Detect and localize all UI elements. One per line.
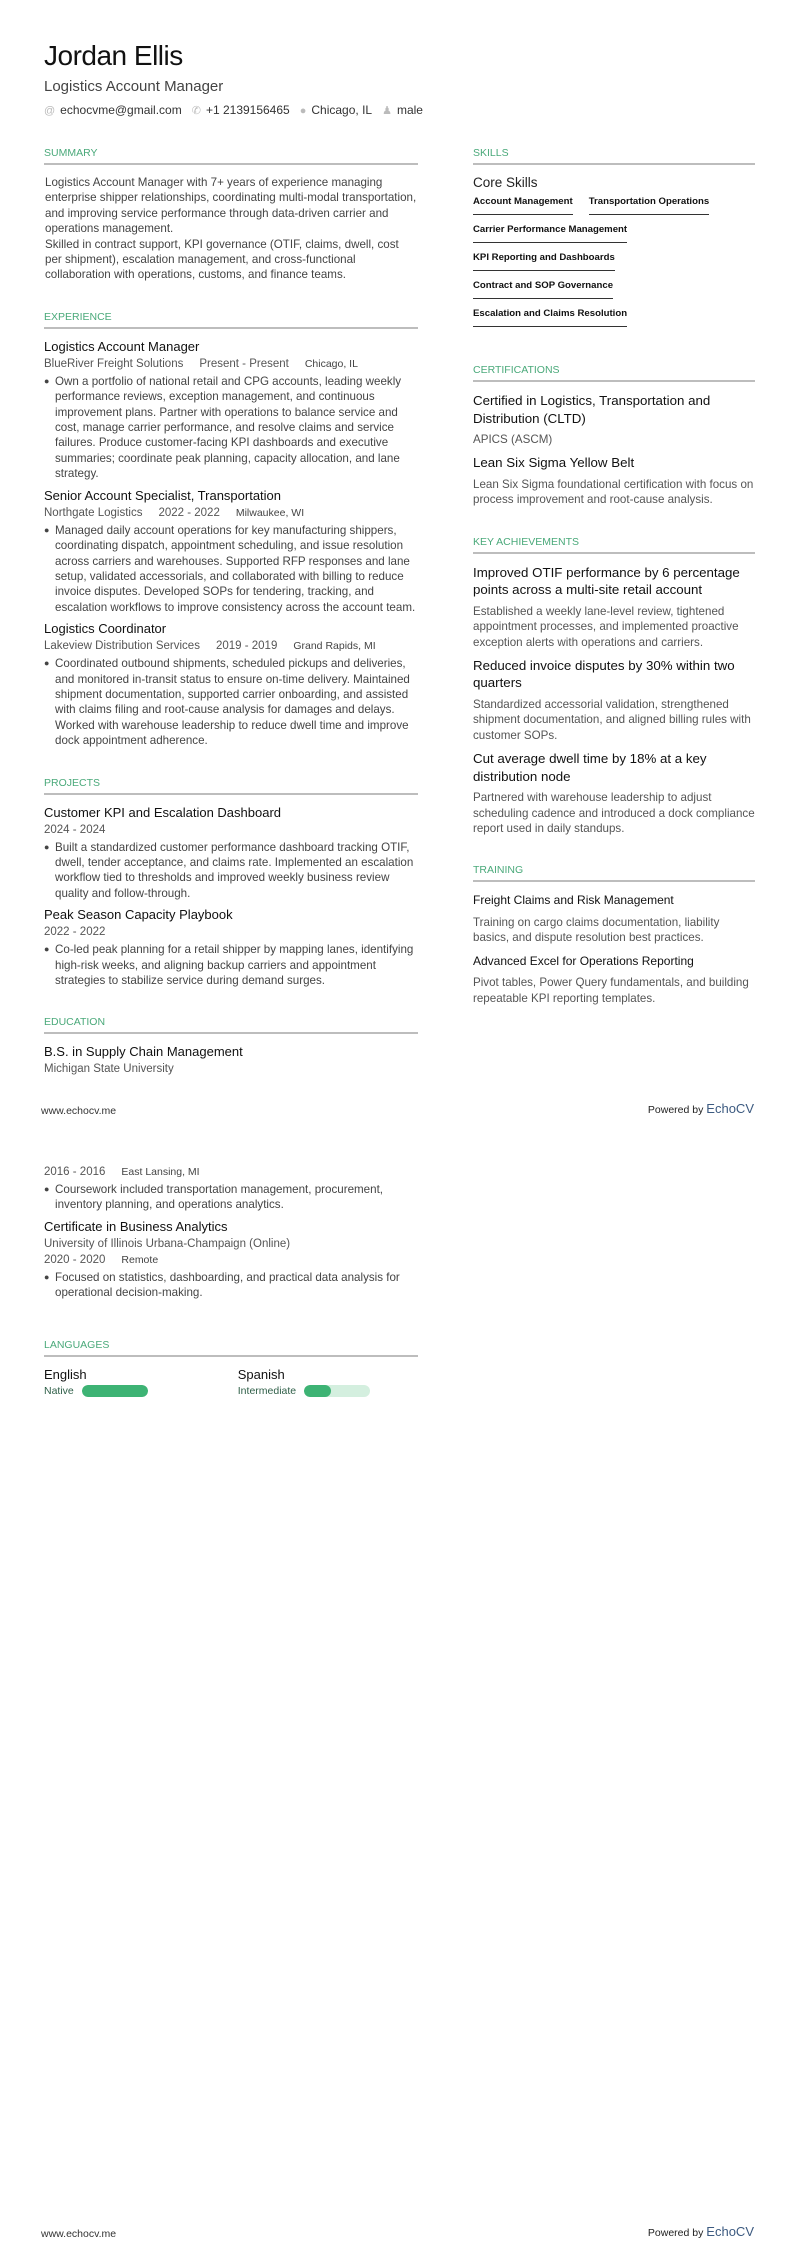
experience-item xyxy=(44,488,418,615)
contact-phone[interactable]: ✆ +1 2139156465 xyxy=(191,103,290,117)
brand-logo: EchoCV xyxy=(706,2224,754,2239)
contact-list xyxy=(44,103,423,117)
bullet-icon: ● xyxy=(44,944,50,955)
certification-item-description: APICS (ASCM) xyxy=(473,433,553,446)
right-column xyxy=(473,147,755,1034)
section-heading: TRAINING xyxy=(473,864,755,882)
job-dates: 2019 - 2019 xyxy=(215,640,278,653)
section-heading: SKILLS xyxy=(473,147,755,165)
bullet-text: Built a standardized customer performance dashboard tracking OTIF, dwell, tender acceptance, and claims rate. Implemented an escalation workflow tied to thresholds and improved weekly business review quality and follow-through. xyxy=(55,840,414,900)
school: Michigan State University xyxy=(44,1063,174,1076)
achievement-item-title: Cut average dwell time by 18% at a key distribution node xyxy=(473,751,707,784)
proficiency-fill xyxy=(82,1385,148,1397)
project-dates: 2024 - 2024 xyxy=(44,823,106,836)
education-continued xyxy=(44,1166,418,1301)
job-meta xyxy=(44,358,418,370)
training-item-description: Pivot tables, Power Query fundamentals, and building repeatable KPI reporting templates. xyxy=(473,976,749,1005)
job-title: Logistics Account Manager xyxy=(44,338,200,354)
degree: Certificate in Business Analytics xyxy=(44,1218,228,1234)
location-icon: ● xyxy=(299,105,307,117)
section-heading: PROJECTS xyxy=(44,777,418,795)
achievement-item xyxy=(473,750,755,836)
section-heading: CERTIFICATIONS xyxy=(473,364,755,382)
education-meta: 2016 - 2016 East Lansing, MI xyxy=(44,1166,200,1178)
section-heading: SUMMARY xyxy=(44,147,418,165)
achievement-item-description: Established a weekly lane-level review, tightened appointment processes, and implemented proactive exception alerts with operations and carriers. xyxy=(473,604,739,649)
certification-item-title: Lean Six Sigma Yellow Belt xyxy=(473,455,635,471)
achievements-section xyxy=(473,536,755,837)
level-label: Intermediate xyxy=(237,1384,297,1397)
languages-section xyxy=(44,1339,418,1397)
bullet-icon: ● xyxy=(44,375,50,386)
job-dates: Present - Present xyxy=(199,357,289,370)
job-bullet xyxy=(44,374,418,482)
bullet-icon: ● xyxy=(44,524,50,535)
job-location: Milwaukee, WI xyxy=(235,506,305,519)
contact-gender: ♟ male xyxy=(382,103,423,117)
education-bullet: ● Focused on statistics, dashboarding, and practical data analysis for operational decision-making. xyxy=(44,1270,400,1300)
proficiency-bar xyxy=(304,1385,370,1397)
powered-by: Powered by EchoCV xyxy=(647,2224,754,2239)
project-item xyxy=(44,907,418,988)
company: Lakeview Distribution Services xyxy=(44,640,200,653)
achievement-item xyxy=(473,564,755,650)
person-icon: ♟ xyxy=(382,105,392,117)
education-section xyxy=(44,1016,418,1075)
summary-text: Skilled in contract support, KPI governance (OTIF, claims, dwell, cost per shipment), escalation management, and cross-functional collaboration with operations, customs, and finance teams. xyxy=(45,237,399,282)
bullet-text: Co-led peak planning for a retail shipper by mapping lanes, identifying high-risk weeks, and aligning backup carriers and appointment strategies to stabilize service during demand surges. xyxy=(55,943,414,987)
proficiency-bar xyxy=(82,1385,148,1397)
left-column-page-2 xyxy=(44,1166,418,1425)
powered-by: Powered by EchoCV xyxy=(647,1101,754,1116)
job-dates: 2022 - 2022 xyxy=(158,506,220,519)
project-bullet xyxy=(44,840,418,902)
job-location: Chicago, IL xyxy=(304,357,358,370)
experience-section xyxy=(44,311,418,749)
experience-item xyxy=(44,621,418,748)
section-heading: EDUCATION xyxy=(44,1016,418,1034)
project-title: Peak Season Capacity Playbook xyxy=(44,907,233,923)
language-item xyxy=(44,1367,148,1397)
language-name: Spanish xyxy=(237,1366,285,1382)
summary-section xyxy=(44,147,418,283)
left-column xyxy=(44,147,418,1103)
certifications-section xyxy=(473,364,755,508)
company: Northgate Logistics xyxy=(44,506,143,519)
achievement-item-description: Standardized accessorial validation, strengthened shipment documentation, and aligned billing rules with customer SOPs. xyxy=(473,697,751,742)
certification-item-description: Lean Six Sigma foundational certification with focus on process improvement and root-cause analysis. xyxy=(473,477,754,507)
education-meta: 2020 - 2020 Remote xyxy=(44,1253,159,1266)
training-item-title: Advanced Excel for Operations Reporting xyxy=(473,953,694,968)
skills-section xyxy=(473,147,755,336)
skill-tag: Escalation and Claims Resolution xyxy=(473,308,627,327)
footer-site-link[interactable]: www.echocv.me xyxy=(41,1105,117,1117)
achievement-item-description: Partnered with warehouse leadership to adjust scheduling cadence and introduced a dock compliance report used in daily standups. xyxy=(473,791,755,835)
company: BlueRiver Freight Solutions xyxy=(44,357,184,370)
skill-group-title: Core Skills xyxy=(473,175,538,190)
footer-site-link[interactable]: www.echocv.me xyxy=(41,2228,117,2240)
language-level xyxy=(44,1385,148,1397)
language-name: English xyxy=(44,1366,87,1382)
bullet-icon: ● xyxy=(44,841,50,852)
skill-tag: Account Management xyxy=(473,196,573,215)
bullet-text: Coordinated outbound shipments, scheduled pickups and deliveries, and monitored in-transit status to ensure on-time delivery. Maintained shipment documentation, supported carrier onboarding, and assisted with claims filing and root-cause analysis for damages and delays. Worked with warehouse leadership to reduce dwell time and improve dock appointment adherence. xyxy=(55,657,410,748)
bullet-text: Own a portfolio of national retail and CPG accounts, leading weekly performance reviews, exception management, and continuous improvement plans. Partner with operations to balance service and cost, manage carrier performance, and resolve claims and service failures. Produce customer-facing KPI dashboards and executive summaries; coordinate peak planning, capacity allocation, and lane strategy. xyxy=(55,374,402,481)
certification-item-title: Certified in Logistics, Transportation and Distribution (CLTD) xyxy=(473,393,711,426)
training-item-description: Training on cargo claims documentation, liability basics, and dispute resolution best practices. xyxy=(473,915,720,945)
project-item xyxy=(44,805,418,902)
education-bullet: ● Coursework included transportation management, procurement, inventory planning, and operations analytics. xyxy=(44,1183,384,1212)
project-dates: 2022 - 2022 xyxy=(44,926,106,939)
achievement-item xyxy=(473,657,755,743)
job-title: Logistics Coordinator xyxy=(44,621,167,637)
contact-location: ● Chicago, IL xyxy=(299,103,373,117)
project-bullet xyxy=(44,942,418,988)
section-heading: LANGUAGES xyxy=(44,1339,418,1357)
school: University of Illinois Urbana-Champaign (Online) xyxy=(44,1237,291,1250)
bullet-text: Managed daily account operations for key manufacturing shippers, coordinating dispatch, appointment scheduling, and issue resolution across carriers and warehouses. Supported RFP responses and lane setup, validated accessorials, and collaborated with billing to reduce invoice disputes. Developed SOPs for tendering, tracking, and escalation workflows to improve consistency across the account team. xyxy=(55,523,416,614)
degree: B.S. in Supply Chain Management xyxy=(44,1044,243,1060)
proficiency-fill xyxy=(304,1385,330,1397)
achievement-item-title: Improved OTIF performance by 6 percentage points across a multi-site retail account xyxy=(473,564,740,598)
candidate-title: Logistics Account Manager xyxy=(44,78,224,95)
job-location: Grand Rapids, MI xyxy=(293,640,376,653)
job-bullet xyxy=(44,523,418,615)
language-item xyxy=(238,1367,370,1397)
experience-item xyxy=(44,339,418,482)
skill-tag: Carrier Performance Management xyxy=(473,224,627,243)
brand-logo: EchoCV xyxy=(706,1101,754,1116)
job-bullet xyxy=(44,656,418,748)
at-icon: @ xyxy=(44,105,56,117)
level-label: Native xyxy=(44,1384,74,1397)
summary-text: Logistics Account Manager with 7+ years of experience managing enterprise shipper relationships, coordinating multi-modal transportation, and improving service performance through data-driven carrier and operations management. xyxy=(45,176,417,236)
section-heading: EXPERIENCE xyxy=(44,311,418,329)
achievement-item-title: Reduced invoice disputes by 30% within two quarters xyxy=(473,657,735,691)
certification-item xyxy=(473,392,755,447)
project-title: Customer KPI and Escalation Dashboard xyxy=(44,804,282,820)
training-item xyxy=(473,892,755,945)
candidate-name: Jordan Ellis xyxy=(44,40,183,71)
job-meta xyxy=(44,640,418,652)
skill-tag: KPI Reporting and Dashboards xyxy=(473,252,615,271)
contact-email[interactable]: @ echocvme@gmail.com xyxy=(44,103,182,117)
job-meta xyxy=(44,507,418,519)
training-item xyxy=(473,953,755,1006)
certification-item xyxy=(473,454,755,507)
section-heading: KEY ACHIEVEMENTS xyxy=(473,536,755,554)
language-level xyxy=(238,1385,370,1397)
phone-icon: ✆ xyxy=(191,105,201,117)
training-section xyxy=(473,864,755,1006)
training-item-title: Freight Claims and Risk Management xyxy=(473,893,674,908)
job-title: Senior Account Specialist, Transportation xyxy=(44,487,282,503)
projects-section xyxy=(44,777,418,989)
bullet-icon: ● xyxy=(44,658,50,669)
skill-tag: Transportation Operations xyxy=(589,196,709,215)
skill-tag: Contract and SOP Governance xyxy=(473,280,613,299)
